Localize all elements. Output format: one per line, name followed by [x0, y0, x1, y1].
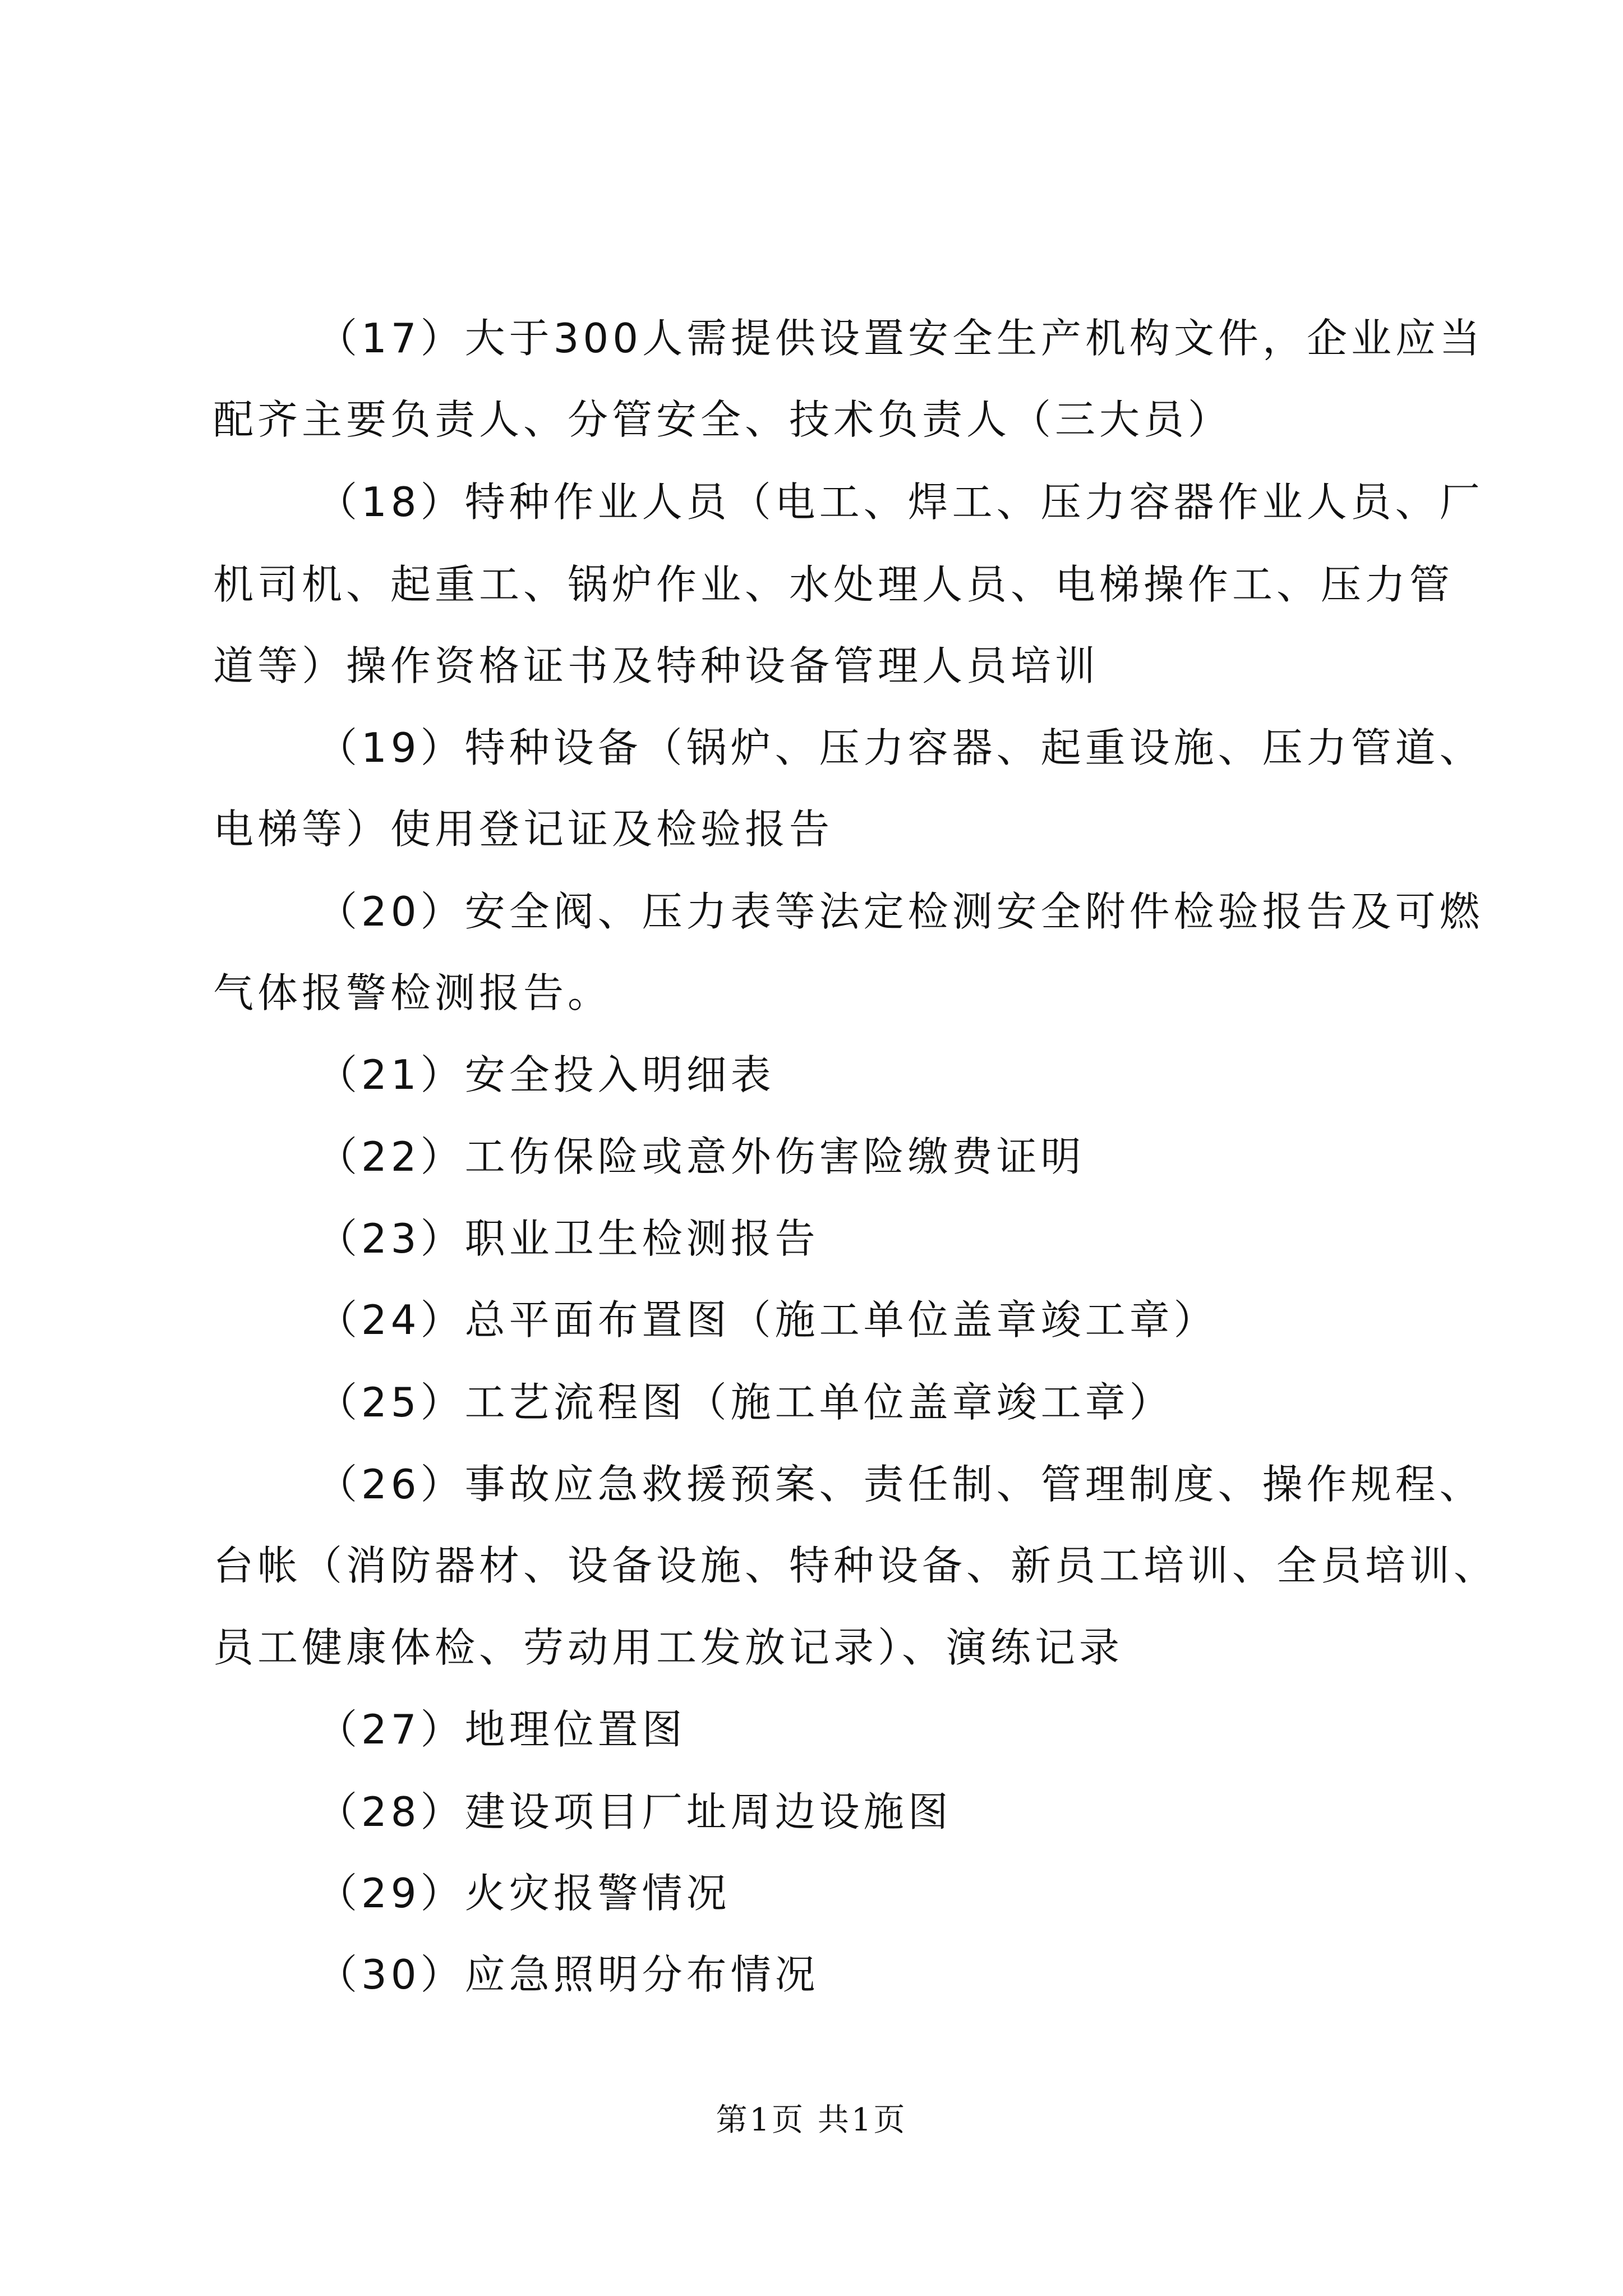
- paragraph-24: （24）总平面布置图（施工单位盖章竣工章）: [317, 1296, 1218, 1343]
- paragraph-19-line-2: 电梯等）使用登记证及检验报告: [213, 806, 834, 853]
- paragraph-17-line-2: 配齐主要负责人、分管安全、技术负责人（三大员）: [213, 396, 1233, 443]
- paragraph-25: （25）工艺流程图（施工单位盖章竣工章）: [317, 1379, 1174, 1426]
- paragraph-19-line-1: （19）特种设备（锅炉、压力容器、起重设施、压力管道、: [317, 724, 1484, 771]
- paragraph-23: （23）职业卫生检测报告: [317, 1215, 819, 1262]
- paragraph-17-line-1: （17）大于300人需提供设置安全生产机构文件，企业应当: [317, 315, 1484, 362]
- paragraph-26-line-1: （26）事故应急救援预案、责任制、管理制度、操作规程、: [317, 1461, 1484, 1508]
- paragraph-30: （30）应急照明分布情况: [317, 1951, 819, 1998]
- paragraph-28: （28）建设项目厂址周边设施图: [317, 1788, 952, 1835]
- paragraph-20-line-2: 气体报警检测报告。: [213, 969, 612, 1016]
- paragraph-29: （29）火灾报警情况: [317, 1870, 731, 1917]
- paragraph-18-line-1: （18）特种作业人员（电工、焊工、压力容器作业人员、厂: [317, 478, 1484, 526]
- paragraph-20-line-1: （20）安全阀、压力表等法定检测安全附件检验报告及可燃: [317, 888, 1484, 935]
- paragraph-18-line-2: 机司机、起重工、锅炉作业、水处理人员、电梯操作工、压力管: [213, 561, 1454, 608]
- paragraph-26-line-3: 员工健康体检、劳动用工发放记录）、演练记录: [213, 1624, 1124, 1671]
- paragraph-27: （27）地理位置图: [317, 1706, 686, 1753]
- paragraph-18-line-3: 道等）操作资格证书及特种设备管理人员培训: [213, 642, 1100, 689]
- paragraph-26-line-2: 台帐（消防器材、设备设施、特种设备、新员工培训、全员培训、: [213, 1542, 1498, 1589]
- paragraph-22: （22）工伤保险或意外伤害险缴费证明: [317, 1133, 1085, 1180]
- page-footer: 第1页 共1页: [716, 2102, 907, 2138]
- paragraph-21: （21）安全投入明细表: [317, 1051, 775, 1098]
